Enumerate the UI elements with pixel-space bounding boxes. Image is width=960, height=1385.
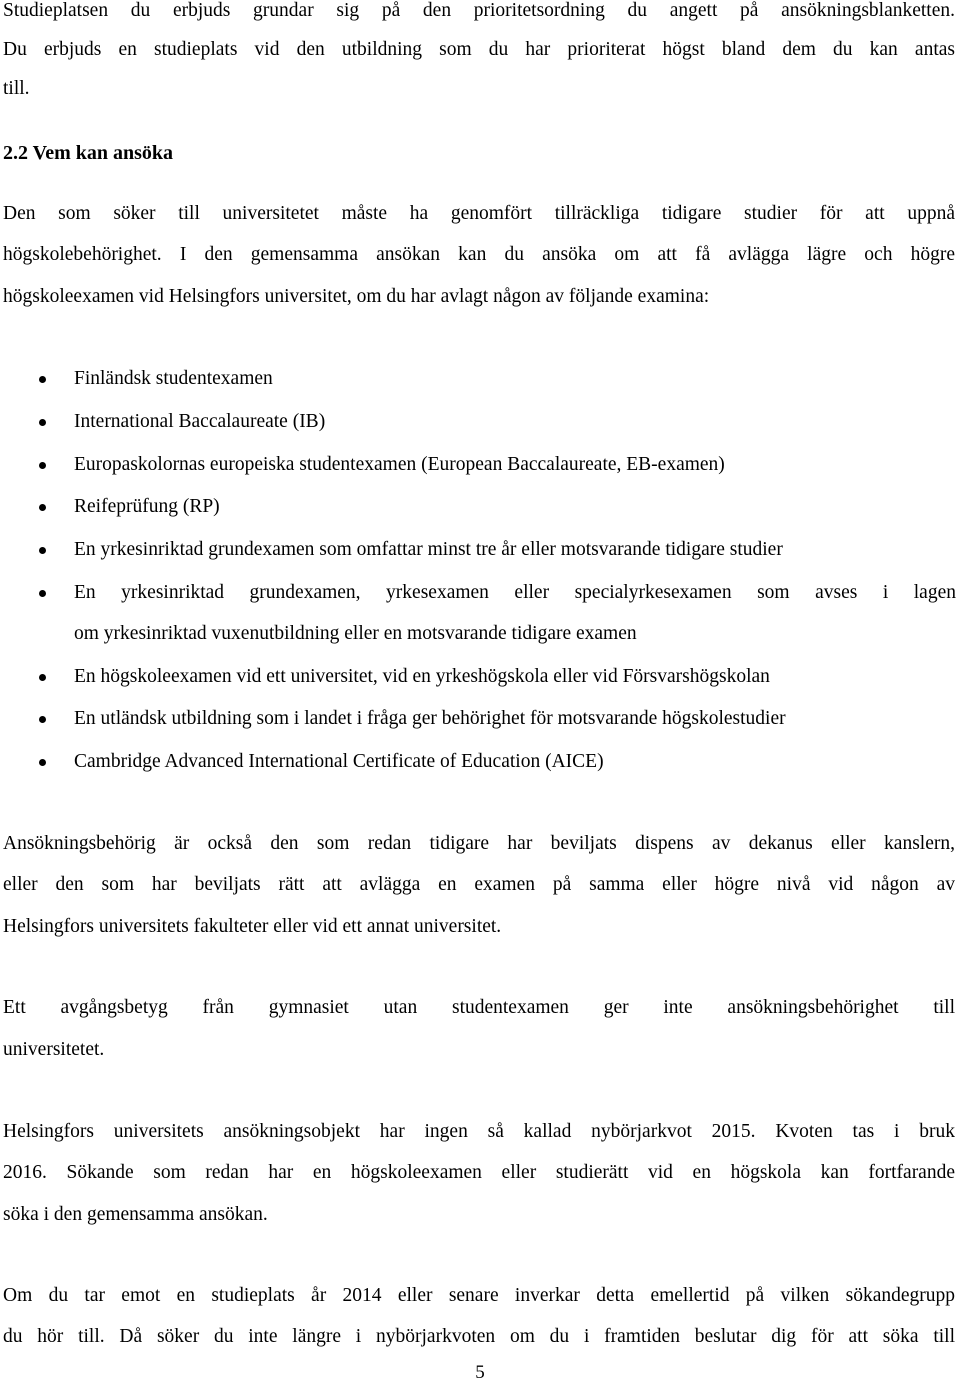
page-number: 5 bbox=[475, 1362, 485, 1383]
para3-line-1: Ett avgångsbetyg från gymnasiet utan studentexamen ger inte ansökningsbehörighet till bbox=[3, 997, 955, 1018]
section-para-line-2: högskolebehörighet. I den gemensamma ansökan kan du ansöka om att få avlägga lägre och högre bbox=[3, 244, 955, 265]
bullet-icon bbox=[39, 547, 46, 554]
para4-line-3: söka i den gemensamma ansökan. bbox=[3, 1204, 268, 1225]
list-item-text: om yrkesinriktad vuxenutbildning eller en motsvarande tidigare examen bbox=[74, 623, 637, 644]
intro-line-3: till. bbox=[3, 78, 30, 99]
list-item-text: Reifeprüfung (RP) bbox=[74, 496, 220, 517]
list-item-text: Cambridge Advanced International Certificate of Education (AICE) bbox=[74, 751, 604, 772]
list-item-text: International Baccalaureate (IB) bbox=[74, 411, 326, 432]
para2-line-3: Helsingfors universitets fakulteter eller vid ett annat universitet. bbox=[3, 916, 502, 937]
para5-line-1: Om du tar emot en studieplats år 2014 eller senare inverkar detta emellertid på vilken sökandegrupp bbox=[3, 1285, 955, 1306]
para2-line-1: Ansökningsbehörig är också den som redan tidigare har beviljats dispens av dekanus eller kanslern, bbox=[3, 833, 955, 854]
bullet-icon bbox=[39, 462, 46, 469]
bullet-icon bbox=[39, 376, 46, 383]
list-item-text: Europaskolornas europeiska studentexamen (European Baccalaureate, EB-examen) bbox=[74, 454, 725, 475]
bullet-icon bbox=[39, 504, 46, 511]
list-item-text: En yrkesinriktad grundexamen, yrkesexamen eller specialyrkesexamen som avses i lagen bbox=[74, 582, 956, 603]
para2-line-2: eller den som har beviljats rätt att avlägga en examen på samma eller högre nivå vid någon av bbox=[3, 874, 955, 895]
bullet-icon bbox=[39, 590, 46, 597]
para3-line-2: universitetet. bbox=[3, 1039, 105, 1060]
para4-line-2: 2016. Sökande som redan har en högskoleexamen eller studierätt vid en högskola kan fortfarande bbox=[3, 1162, 955, 1183]
para4-line-1: Helsingfors universitets ansökningsobjekt har ingen så kallad nybörjarkvot 2015. Kvoten tas i bruk bbox=[3, 1121, 955, 1142]
para5-line-2: du hör till. Då söker du inte längre i nybörjarkvoten om du i framtiden beslutar dig för att söka till bbox=[3, 1326, 955, 1347]
bullet-icon bbox=[39, 419, 46, 426]
section-heading: 2.2 Vem kan ansöka bbox=[3, 142, 174, 164]
section-para-line-1: Den som söker till universitetet måste ha genomfört tillräckliga tidigare studier för att uppnå bbox=[3, 203, 955, 224]
list-item-text: En yrkesinriktad grundexamen som omfattar minst tre år eller motsvarande tidigare studier bbox=[74, 539, 783, 560]
bullet-icon bbox=[39, 674, 46, 681]
bullet-icon bbox=[39, 759, 46, 766]
intro-line-2: Du erbjuds en studieplats vid den utbildning som du har prioriterat högst bland dem du kan antas bbox=[3, 39, 955, 60]
intro-line-1: Studieplatsen du erbjuds grundar sig på den prioritetsordning du angett på ansökningsblanketten. bbox=[3, 0, 955, 21]
bullet-icon bbox=[39, 716, 46, 723]
list-item-text: En högskoleexamen vid ett universitet, vid en yrkeshögskola eller vid Försvarshögskolan bbox=[74, 666, 770, 687]
section-para-line-3: högskoleexamen vid Helsingfors universitet, om du har avlagt någon av följande examina: bbox=[3, 286, 710, 307]
list-item-text: En utländsk utbildning som i landet i fråga ger behörighet för motsvarande högskolestudier bbox=[74, 708, 786, 729]
list-item-text: Finländsk studentexamen bbox=[74, 368, 273, 389]
